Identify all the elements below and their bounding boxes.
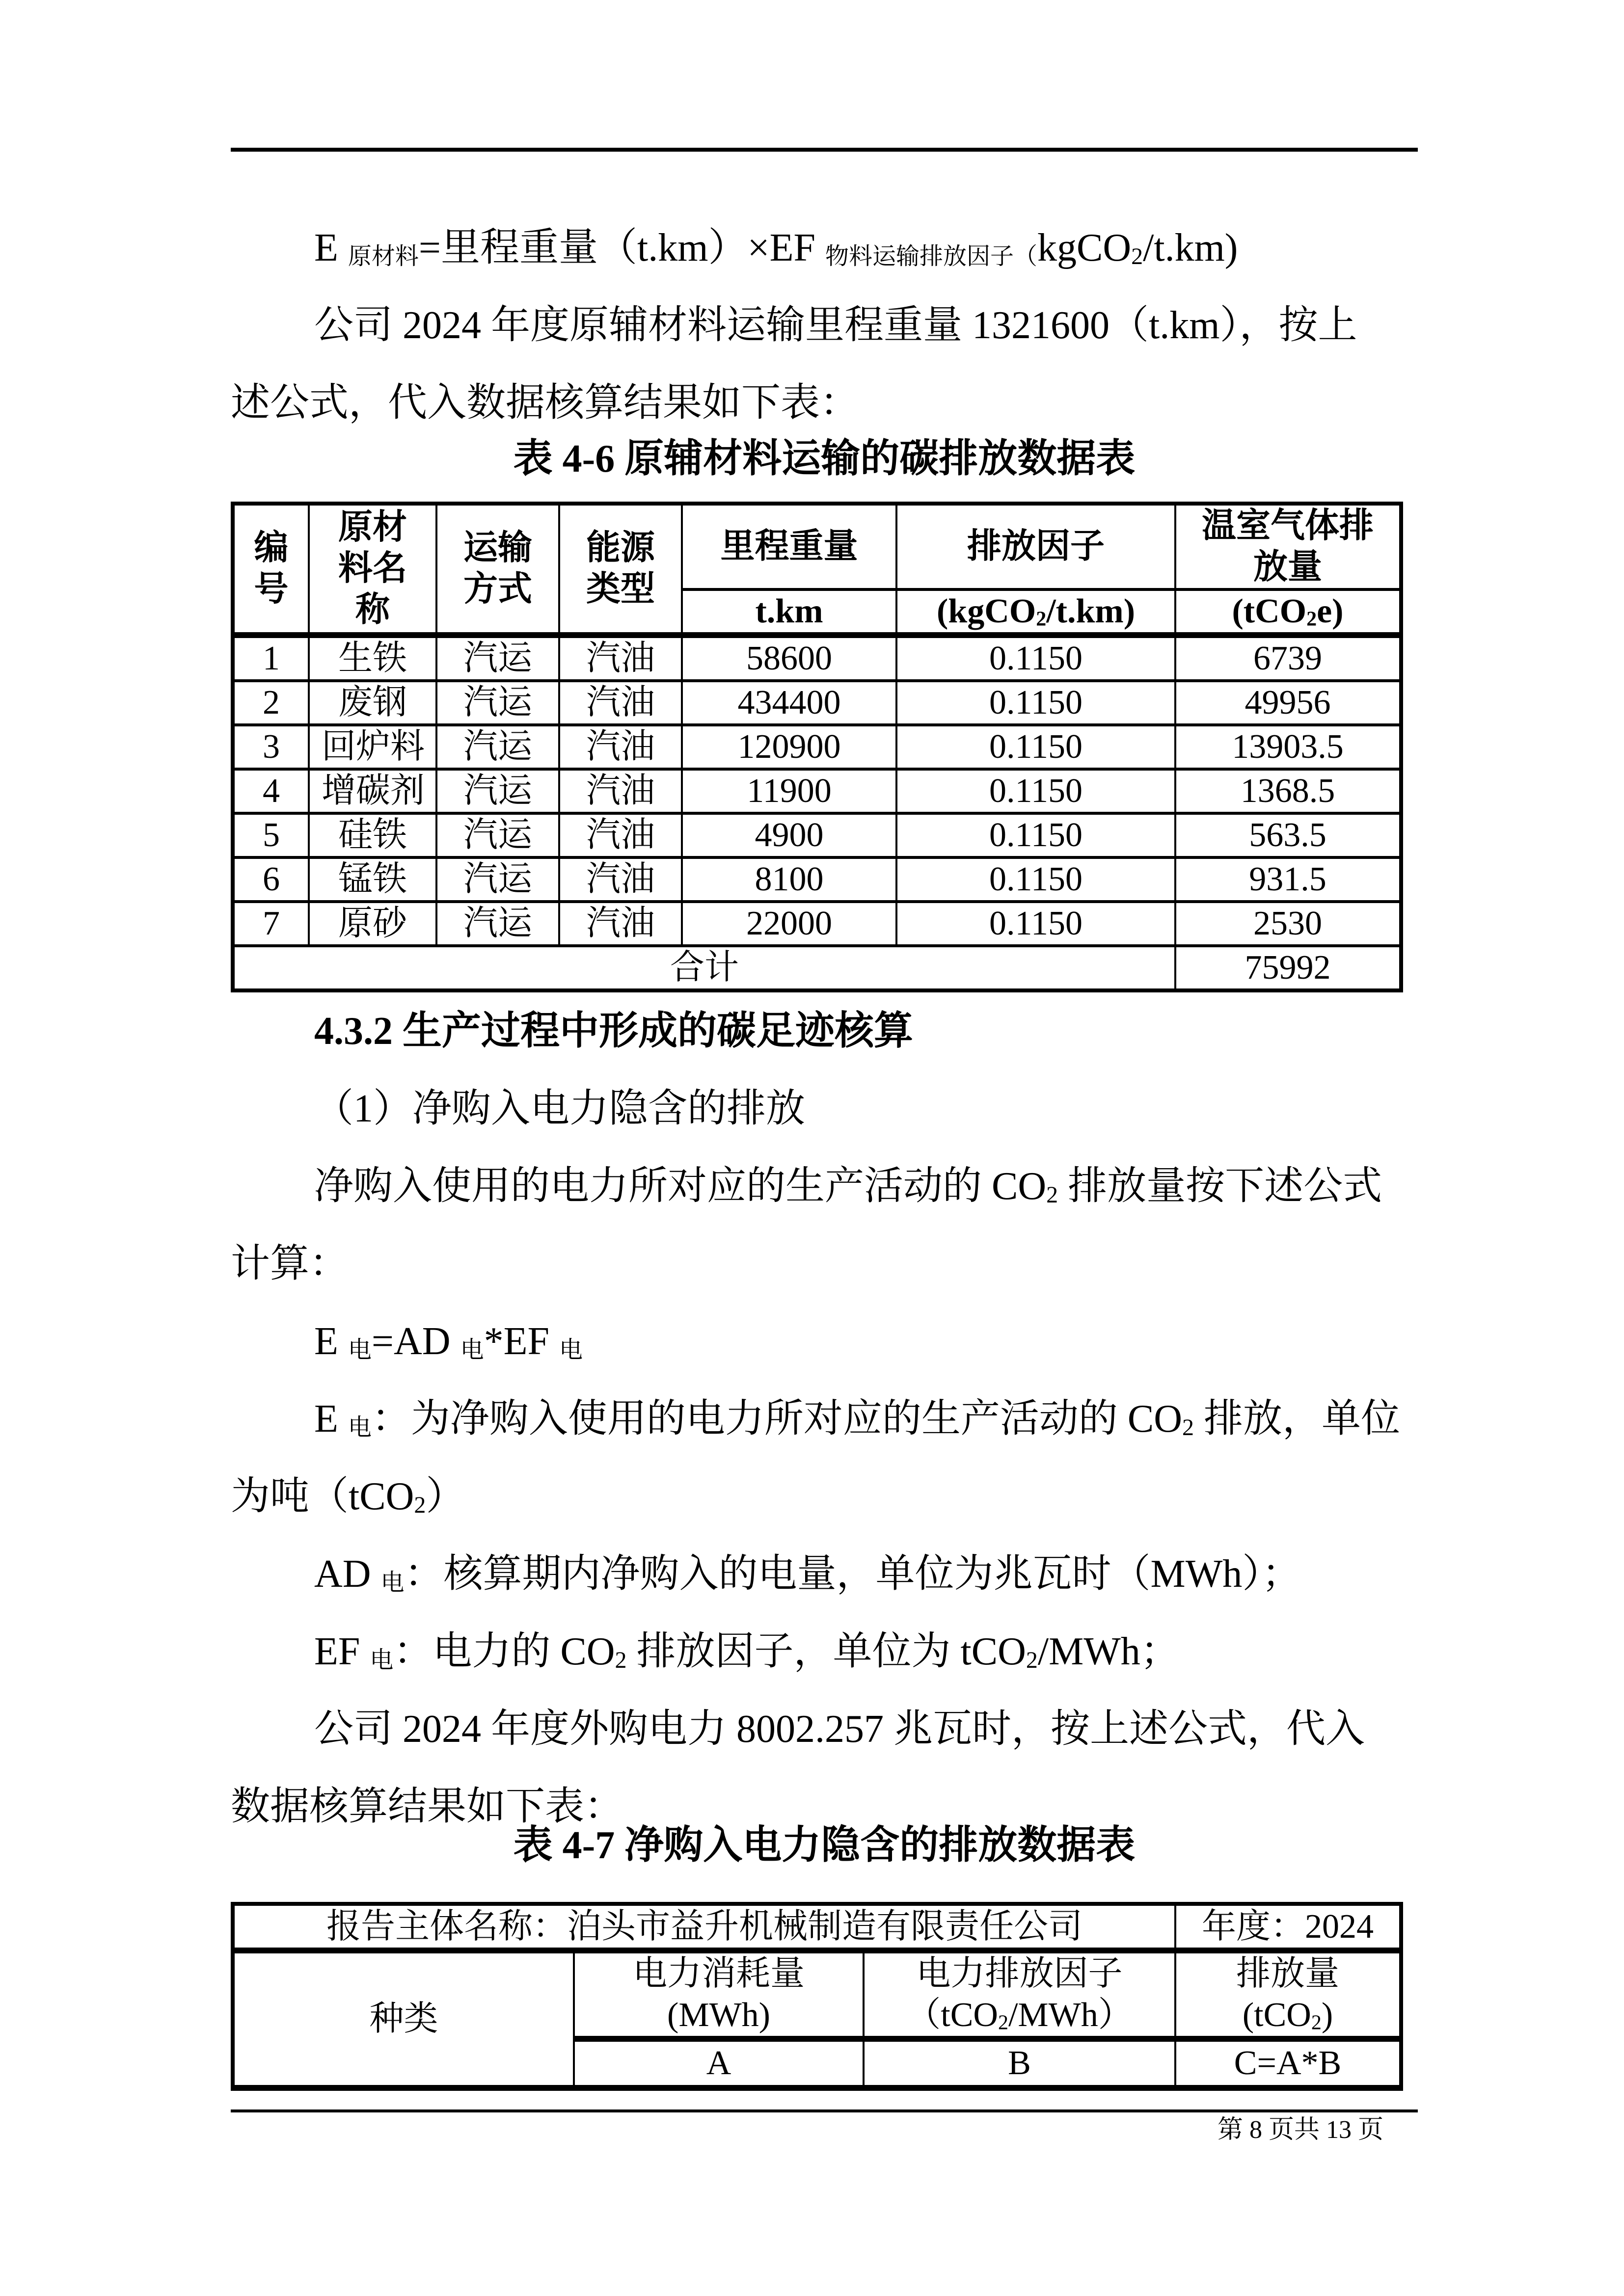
- table-total-row: [233, 946, 1401, 990]
- table-cell: 0.1150: [896, 681, 1175, 725]
- table-cell: 7: [233, 902, 309, 946]
- table-cell: 0.1150: [896, 725, 1175, 769]
- total-value-cell: 75992: [1175, 946, 1401, 990]
- table-cell: 汽运: [436, 635, 559, 681]
- column-header-ghg: 温室气体排放量: [1175, 504, 1401, 589]
- table-cell: 931.5: [1175, 857, 1401, 902]
- table-cell: 22000: [682, 902, 896, 946]
- table-4-7-title: 表 4-7 净购入电力隐含的排放数据表: [513, 1824, 1136, 1867]
- column-header-grid-factor-unit: （tCO$_2$/MWh）: [906, 1996, 1133, 2034]
- table-row: [233, 635, 1401, 681]
- table-row: [233, 681, 1401, 725]
- paragraph-co2-line1: 净购入使用的电力所对应的生产活动的 $CO_2$ 排放量按下述公式: [314, 1165, 1382, 1208]
- table-cell: 汽油: [559, 902, 682, 946]
- column-header-material: 原材料名称: [309, 504, 436, 635]
- table-cell: 4: [233, 769, 309, 813]
- table-cell: 0.1150: [896, 902, 1175, 946]
- paragraph-e-def-line1: E $_电$：为净购入使用的电力所对应的生产活动的 $CO_2$ 排放，单位: [314, 1397, 1401, 1441]
- table-4-7: [231, 1902, 1403, 2091]
- table-cell: 1: [233, 635, 309, 681]
- unit-cell-factor: (kgCO$_2$/t.km): [896, 589, 1175, 635]
- column-header-tkm: 里程重量: [682, 504, 896, 589]
- column-header-grid-factor: [864, 1950, 1175, 2039]
- table-cell: 58600: [682, 635, 896, 681]
- table-cell: 11900: [682, 769, 896, 813]
- paragraph-item1: （1）净购入电力隐含的排放: [314, 1087, 805, 1130]
- table-row: [233, 813, 1401, 857]
- report-year-cell: 年度：2024: [1175, 1904, 1401, 1950]
- paragraph-e-def-line2: 为吨（tCO$_2$）: [231, 1475, 465, 1519]
- column-header-transport: 运输方式: [436, 504, 559, 635]
- section-heading-4-3-2: 4.3.2 生产过程中形成的碳足迹核算: [314, 1010, 913, 1053]
- table-cell: 生铁: [309, 635, 436, 681]
- table-meta-row: [233, 1904, 1401, 1950]
- table-cell: 0.1150: [896, 857, 1175, 902]
- column-header-factor: 排放因子: [896, 504, 1175, 589]
- table-cell: A: [574, 2039, 864, 2088]
- table-row: [233, 902, 1401, 946]
- page-footer-rule: [231, 2109, 1418, 2112]
- table-cell: 120900: [682, 725, 896, 769]
- table-cell: 0.1150: [896, 635, 1175, 681]
- table-cell: 汽运: [436, 813, 559, 857]
- formula-raw-material: E $_{原材料}$=里程重量（t.km）×EF $_{物料运输排放因子(}$kgCO$_2$/t.km): [314, 226, 1238, 270]
- table-cell: 原砂: [309, 902, 436, 946]
- paragraph-transport-line1: 公司 2024 年度原辅材料运输里程重量 1321600（t.km），按上: [314, 304, 1357, 347]
- column-header-emission-unit: (tCO$_2$): [1242, 1996, 1333, 2034]
- table-cell: 8100: [682, 857, 896, 902]
- table-cell: 汽运: [436, 769, 559, 813]
- table-cell: 汽运: [436, 681, 559, 725]
- table-cell: 6739: [1175, 635, 1401, 681]
- table-header-row: [233, 1950, 1401, 2039]
- table-cell: 汽运: [436, 857, 559, 902]
- column-header-emission-label: 排放量: [1236, 1955, 1340, 1993]
- formula-electricity: E $_电$=AD $_电$*EF $_电$: [314, 1320, 583, 1363]
- total-label-cell: 合计: [233, 946, 1175, 990]
- table-cell: 5: [233, 813, 309, 857]
- table-cell: 汽运: [436, 725, 559, 769]
- table-row: [233, 857, 1401, 902]
- table-cell: 废钢: [309, 681, 436, 725]
- table-cell: 汽油: [559, 635, 682, 681]
- column-header-consumption-unit: (MWh): [667, 1996, 770, 2034]
- page-body: [0, 209, 1624, 2091]
- paragraph-co2-line2: 计算：: [231, 1242, 349, 1285]
- table-cell: 汽油: [559, 725, 682, 769]
- table-cell: 563.5: [1175, 813, 1401, 857]
- table-cell: 2: [233, 681, 309, 725]
- table-cell: 回炉料: [309, 725, 436, 769]
- report-subject-cell: 报告主体名称：泊头市益升机械制造有限责任公司: [233, 1904, 1175, 1950]
- table-cell: 49956: [1175, 681, 1401, 725]
- table-cell: 6: [233, 857, 309, 902]
- table-cell: 2530: [1175, 902, 1401, 946]
- table-cell: 4900: [682, 813, 896, 857]
- column-header-grid-factor-label: 电力排放因子: [916, 1955, 1123, 1993]
- column-header-energy: 能源类型: [559, 504, 682, 635]
- table-4-6: [231, 502, 1403, 992]
- table-cell: 锰铁: [309, 857, 436, 902]
- page-header-rule: [231, 148, 1418, 152]
- paragraph-ad-def: AD $_电$：核算期内净购入的电量，单位为兆瓦时（MWh）；: [314, 1552, 1301, 1596]
- unit-cell-tkm: t.km: [682, 589, 896, 635]
- table-cell: 汽运: [436, 902, 559, 946]
- paragraph-ef-def: EF $_电$：电力的 $CO_2$ 排放因子，单位为 tCO$_2$/MWh；: [314, 1630, 1180, 1674]
- table-cell: 汽油: [559, 769, 682, 813]
- paragraph-power-line1: 公司 2024 年度外购电力 8002.257 兆瓦时，按上述公式，代入: [314, 1708, 1365, 1751]
- table-cell: 硅铁: [309, 813, 436, 857]
- table-row: [233, 725, 1401, 769]
- paragraph-power-line2: 数据核算结果如下表：: [231, 1785, 623, 1828]
- table-cell: 1368.5: [1175, 769, 1401, 813]
- column-header-consumption-label: 电力消耗量: [633, 1955, 805, 1993]
- table-cell: 434400: [682, 681, 896, 725]
- column-header-kind: 种类: [233, 1950, 574, 2088]
- column-header-emission: [1175, 1950, 1401, 2039]
- table-cell: 增碳剂: [309, 769, 436, 813]
- table-cell: C=A*B: [1175, 2039, 1401, 2088]
- table-cell: 3: [233, 725, 309, 769]
- paragraph-transport-line2: 述公式，代入数据核算结果如下表：: [231, 381, 859, 425]
- table-cell: 汽油: [559, 813, 682, 857]
- table-cell: 13903.5: [1175, 725, 1401, 769]
- table-cell: B: [864, 2039, 1175, 2088]
- column-header-no: 编号: [233, 504, 309, 635]
- table-header-row: [233, 504, 1401, 589]
- table-4-6-title: 表 4-6 原辅材料运输的碳排放数据表: [513, 437, 1136, 481]
- table-cell: 汽油: [559, 681, 682, 725]
- table-cell: 0.1150: [896, 769, 1175, 813]
- column-header-consumption: [574, 1950, 864, 2039]
- page-number: 第 8 页共 13 页: [1217, 2116, 1383, 2144]
- table-cell: 0.1150: [896, 813, 1175, 857]
- table-row: [233, 769, 1401, 813]
- unit-cell-ghg: (tCO$_2$e): [1175, 589, 1401, 635]
- table-cell: 汽油: [559, 857, 682, 902]
